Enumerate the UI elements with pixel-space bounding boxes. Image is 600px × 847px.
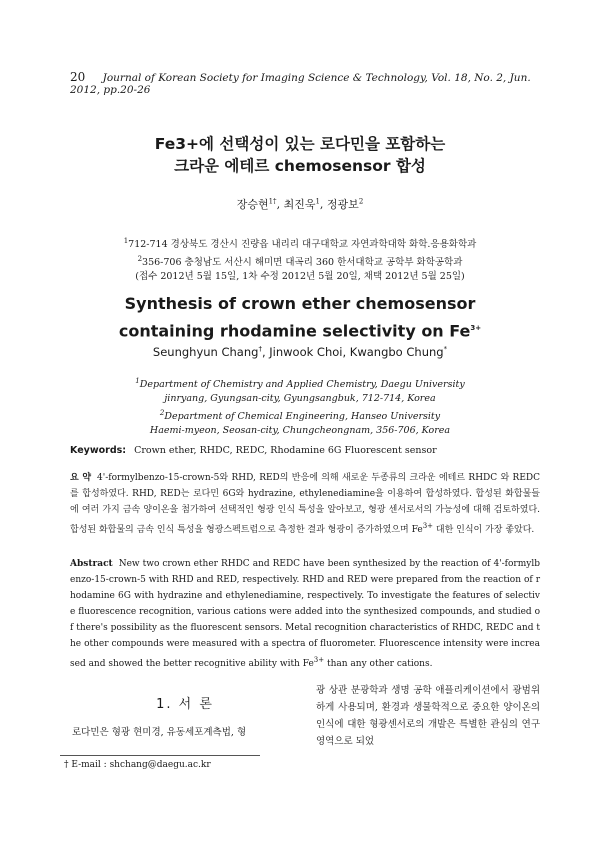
author-1-ko-mark: 1† <box>268 197 277 206</box>
affiliation-2-en-line-1 <box>0 406 600 424</box>
keywords-label: Keywords: <box>70 445 127 456</box>
journal-citation: Journal of Korean Society for Imaging Science & Technology, Vol. 18, No. 2, Jun. 2012, pp.20-26 <box>70 72 531 96</box>
author-1-ko: 장승현 <box>236 198 269 211</box>
english-title-line-2 <box>0 316 600 343</box>
korean-title-line-1: Fe3+에 선택성이 있는 로다민을 포함하는 <box>154 135 446 153</box>
affiliation-1-en-line-2: jinryang, Gyungsan-city, Gyungsangbuk, 712-714, Korea <box>164 393 436 405</box>
affiliation-1-en-line-1 <box>0 374 600 392</box>
author-3-en-mark: * <box>443 345 448 354</box>
english-abstract <box>70 556 540 672</box>
intro-right-column: 광 상관 분광학과 생명 공학 애플리케이션에서 광범위하게 사용되며, 환경과 생물학적으로 중요한 양이온의 인식에 대한 형광센서로의 개발은 특별한 관심의 연구 영역으로 되었 <box>316 685 540 747</box>
author-separator: , <box>276 198 284 211</box>
footnote-email <box>64 760 211 770</box>
korean-abstract-ion-charge: 3+ <box>422 522 434 530</box>
affiliation-2-ko-text: 356-706 충청남도 서산시 해미면 대곡리 360 한서대학교 공학부 화학공학과 <box>142 257 463 269</box>
running-header <box>70 70 540 96</box>
affiliation-1-ko-text: 712-714 경상북도 경산시 진량읍 내리리 대구대학교 자연과학대학 화학.응용화학과 <box>128 239 477 251</box>
author-1-en: Seunghyun Chang <box>152 345 259 359</box>
section-title-introduction: 1. 서 론 <box>156 697 214 712</box>
author-separator: , <box>261 345 270 359</box>
korean-abstract <box>70 470 540 538</box>
affiliation-1-ko-mark: 1 <box>123 237 129 245</box>
author-3-ko-mark: 2 <box>358 197 364 206</box>
author-3-ko: 정광보 <box>326 198 359 211</box>
footnote-mark: † <box>64 760 69 770</box>
korean-abstract-text: 4'-formylbenzo-15-crown-5와 RHD, RED의 반응에 의해 새로운 두종류의 크라운 에테르 RHDC 와 REDC를 합성하였다. RHD, RED는 로다민 6G와 hydrazine, ethylenediamine을 이용하여 합성하였다. 합성된 화합물들에 여러 가지 금속 양이온을 첨가하여 선택적인 형광 인식 특성을 알아보고, 형광 센서로서의 가능성에 대해 검토하였다. 합성된 화합물의 금속 인식 특성을 형광스펙트럼으로 측정한 결과 형광이 증가하였으며 Fe <box>70 473 540 535</box>
affiliation-2-en-text: Department of Chemical Engineering, Hanseo University <box>164 411 441 423</box>
korean-abstract-label: 요 약 <box>70 473 92 483</box>
english-abstract-text-end: than any other cations. <box>324 659 433 669</box>
footnote-divider <box>60 755 260 756</box>
affiliation-2-en-line-2: Haemi-myeon, Seosan-city, Chungcheongnam, 356-706, Korea <box>149 425 451 437</box>
english-title-ion-charge: 3+ <box>470 324 482 332</box>
affiliation-1-en-text: Department of Chemistry and Applied Chemistry, Daegu University <box>139 379 465 391</box>
english-abstract-ion-charge: 3+ <box>313 656 325 664</box>
author-separator: , <box>342 345 350 359</box>
affiliation-2-en-mark: 2 <box>159 409 165 418</box>
author-3-en: Kwangbo Chung <box>349 345 444 359</box>
korean-authors <box>0 196 600 212</box>
received-dates: (접수 2012년 5월 15일, 1차 수정 2012년 5월 20일, 채택 2012년 5월 25일) <box>135 271 465 283</box>
english-abstract-text: New two crown ether RHDC and REDC have been synthesized by the reaction of 4'-formylbenzo-15-crown-5 with RHD and RED, respectively. RHD and RED were prepared from the reaction of rhodamine 6G with hydrazine and ethylenediamine, respectively. To investigate the features of selective fluorescence recognition, various cations were added into the synthesized compounds, and studied of there's possibility as the fluorescent sensors. Metal recognition characteristics of RHDC, REDC and the other compounds were measured with a spectra of fluorometer. Fluorescence intensity were increased and showed the better recognitive ability with Fe <box>70 559 540 669</box>
korean-abstract-text-end: 대한 인식이 가장 좋았다. <box>433 525 535 535</box>
footnote-text: E-mail : shchang@daegu.ac.kr <box>71 760 211 770</box>
korean-title <box>0 133 600 177</box>
affiliation-2-ko-mark: 2 <box>137 255 143 264</box>
english-title-line-2-text: containing rhodamine selectivity on Fe <box>118 321 471 341</box>
intro-left-column: 로다민은 형광 현미경, 유동세포계측법, 형 <box>72 727 247 738</box>
keywords-text: Crown ether, RHDC, REDC, Rhodamine 6G Fluorescent sensor <box>134 445 437 456</box>
english-title-line-1: Synthesis of crown ether chemosensor <box>124 294 476 313</box>
page-number: 20 <box>70 70 86 84</box>
english-authors <box>0 345 600 359</box>
english-abstract-label: Abstract <box>70 559 113 569</box>
author-2-en: Jinwook Choi <box>269 345 343 359</box>
korean-affiliations <box>0 234 600 284</box>
english-affiliations <box>0 374 600 438</box>
author-1-en-mark: † <box>258 345 262 354</box>
korean-title-line-2: 크라운 에테르 chemosensor 합성 <box>174 157 426 175</box>
affiliation-1-en-mark: 1 <box>135 377 140 385</box>
keywords <box>70 445 540 456</box>
author-2-ko: 최진욱 <box>283 198 316 211</box>
english-title <box>0 292 600 343</box>
affiliation-1-ko <box>0 234 600 252</box>
author-2-ko-mark: 1 <box>315 197 320 206</box>
author-separator: , <box>319 198 327 211</box>
affiliation-2-ko <box>0 252 600 270</box>
